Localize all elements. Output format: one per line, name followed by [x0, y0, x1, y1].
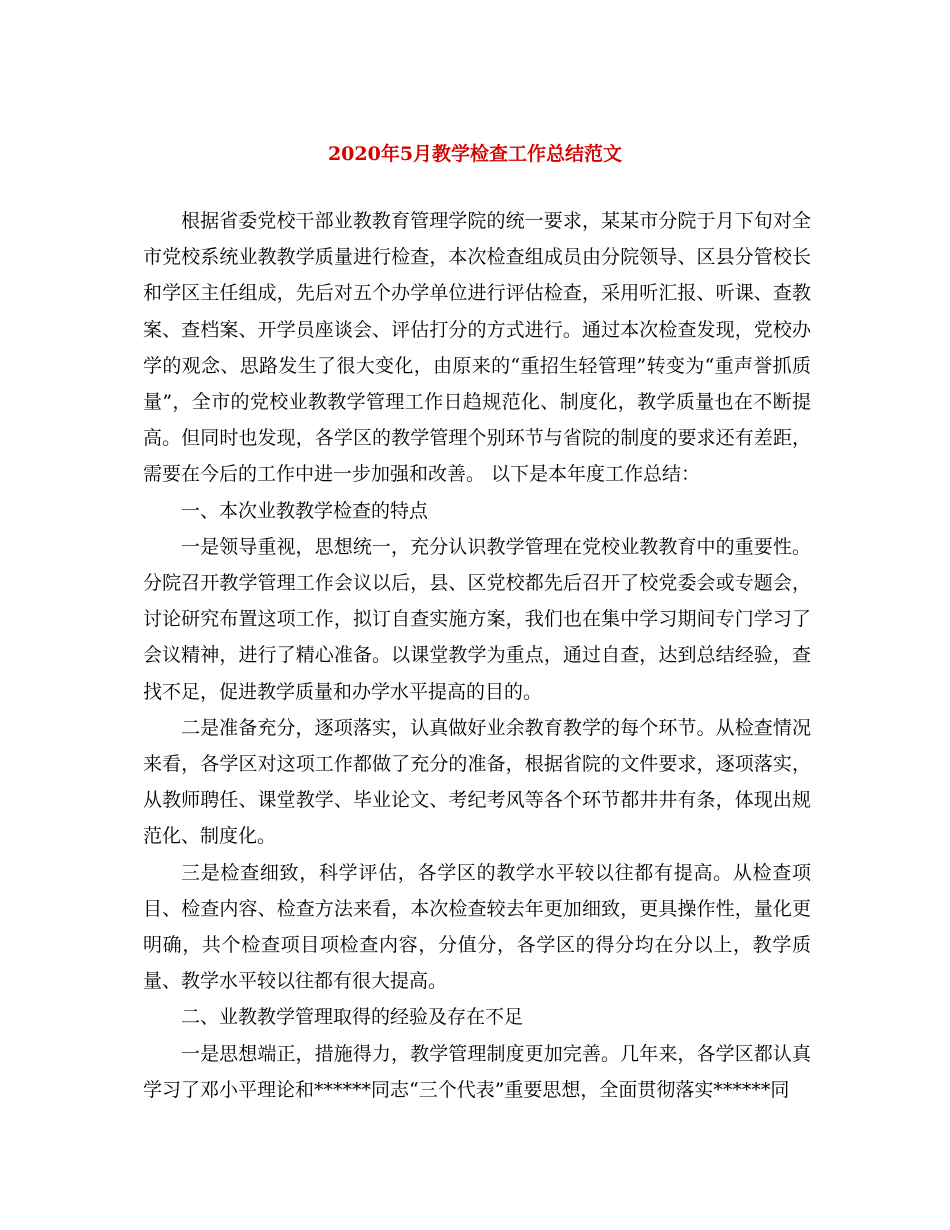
body-paragraph: 二是准备充分，逐项落实，认真做好业余教育教学的每个环节。从检查情况来看，各学区对这项工作都做了充分的准备，根据省院的文件要求，逐项落实，从教师聘任、课堂教学、毕业论文、考纪考风等各个环节都井井有条，体现出规范化、制度化。 — [143, 716, 811, 848]
intro-paragraph: 根据省委党校干部业教教育管理学院的统一要求，某某市分院于月下旬对全市党校系统业教教学质量进行检查，本次检查组成员由分院领导、区县分管校长和学区主任组成，先后对五个办学单位进行评估检查，采用听汇报、听课、查教案、查档案、开学员座谈会、评估打分的方式进行。通过本次检查发现，党校办学的观念、思路发生了很大变化，由原来的“重招生轻管理”转变为“重声誉抓质量”，全市的党校业教教学管理工作日趋规范化、制度化，教学质量也在不断提高。但同时也发现，各学区的教学管理个别环节与省院的制度的要求还有差距，需要在今后的工作中进一步加强和改善。 以下是本年度工作总结： — [143, 210, 811, 486]
section-heading-2: 二、业教教学管理取得的经验及存在不足 — [181, 1006, 524, 1029]
document-body — [143, 203, 811, 1108]
document-title: 2020年5月教学检查工作总结范文 — [327, 143, 623, 165]
body-paragraph: 一是思想端正，措施得力，教学管理制度更加完善。几年来，各学区都认真学习了邓小平理论和******同志“三个代表”重要思想，全面贯彻落实******同 — [143, 1042, 811, 1101]
body-paragraph: 一是领导重视，思想统一，充分认识教学管理在党校业教教育中的重要性。分院召开教学管理工作会议以后，县、区党校都先后召开了校党委会或专题会，讨论研究布置这项工作，拟订自查实施方案，我们也在集中学习期间专门学习了会议精神，进行了精心准备。以课堂教学为重点，通过自查，达到总结经验，查找不足，促进教学质量和办学水平提高的目的。 — [143, 535, 811, 703]
body-paragraph: 三是检查细致，科学评估，各学区的教学水平较以往都有提高。从检查项目、检查内容、检查方法来看，本次检查较去年更加细致，更具操作性，量化更明确，共个检查项目项检查内容，分值分，各学区的得分均在分以上，教学质量、教学水平较以往都有很大提高。 — [143, 861, 811, 993]
section-heading-1: 一、本次业教教学检查的特点 — [181, 499, 429, 522]
